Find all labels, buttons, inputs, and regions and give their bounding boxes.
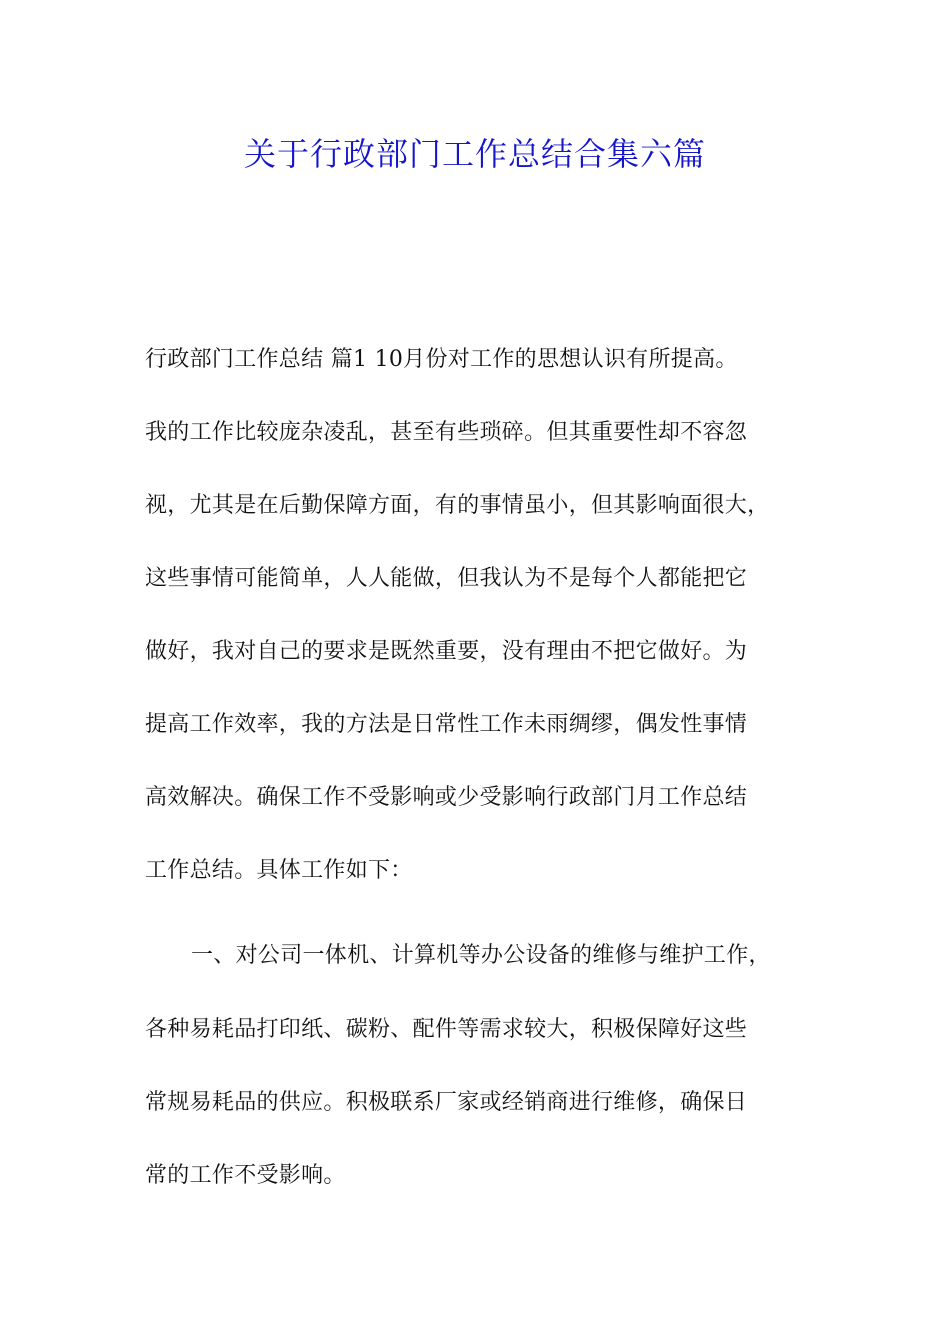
- paragraph-line: 常规易耗品的供应。积极联系厂家或经销商进行维修，确保日: [145, 1090, 748, 1115]
- paragraph-line: 一、对公司一体机、计算机等办公设备的维修与维护工作，: [191, 943, 771, 968]
- paragraph-line: 这些事情可能简单，人人能做，但我认为不是每个人都能把它: [145, 566, 748, 591]
- paragraph-line: 工作总结。具体工作如下：: [145, 858, 413, 883]
- paragraph-line: 我的工作比较庞杂凌乱，甚至有些琐碎。但其重要性却不容忽: [145, 420, 748, 445]
- paragraph-line: 提高工作效率，我的方法是日常性工作未雨绸缪，偶发性事情: [145, 712, 748, 737]
- paragraph-line: 行政部门工作总结 篇1 10月份对工作的思想认识有所提高。: [145, 347, 738, 372]
- paragraph-line: 做好，我对自己的要求是既然重要，没有理由不把它做好。为: [145, 639, 748, 664]
- paragraph-line: 高效解决。确保工作不受影响或少受影响行政部门月工作总结: [145, 785, 748, 810]
- paragraph-line: 常的工作不受影响。: [145, 1163, 346, 1188]
- document-title: 关于行政部门工作总结合集六篇: [243, 135, 706, 173]
- paragraph-line: 各种易耗品打印纸、碳粉、配件等需求较大，积极保障好这些: [145, 1017, 748, 1042]
- paragraph-line: 视，尤其是在后勤保障方面，有的事情虽小，但其影响面很大，: [145, 493, 770, 518]
